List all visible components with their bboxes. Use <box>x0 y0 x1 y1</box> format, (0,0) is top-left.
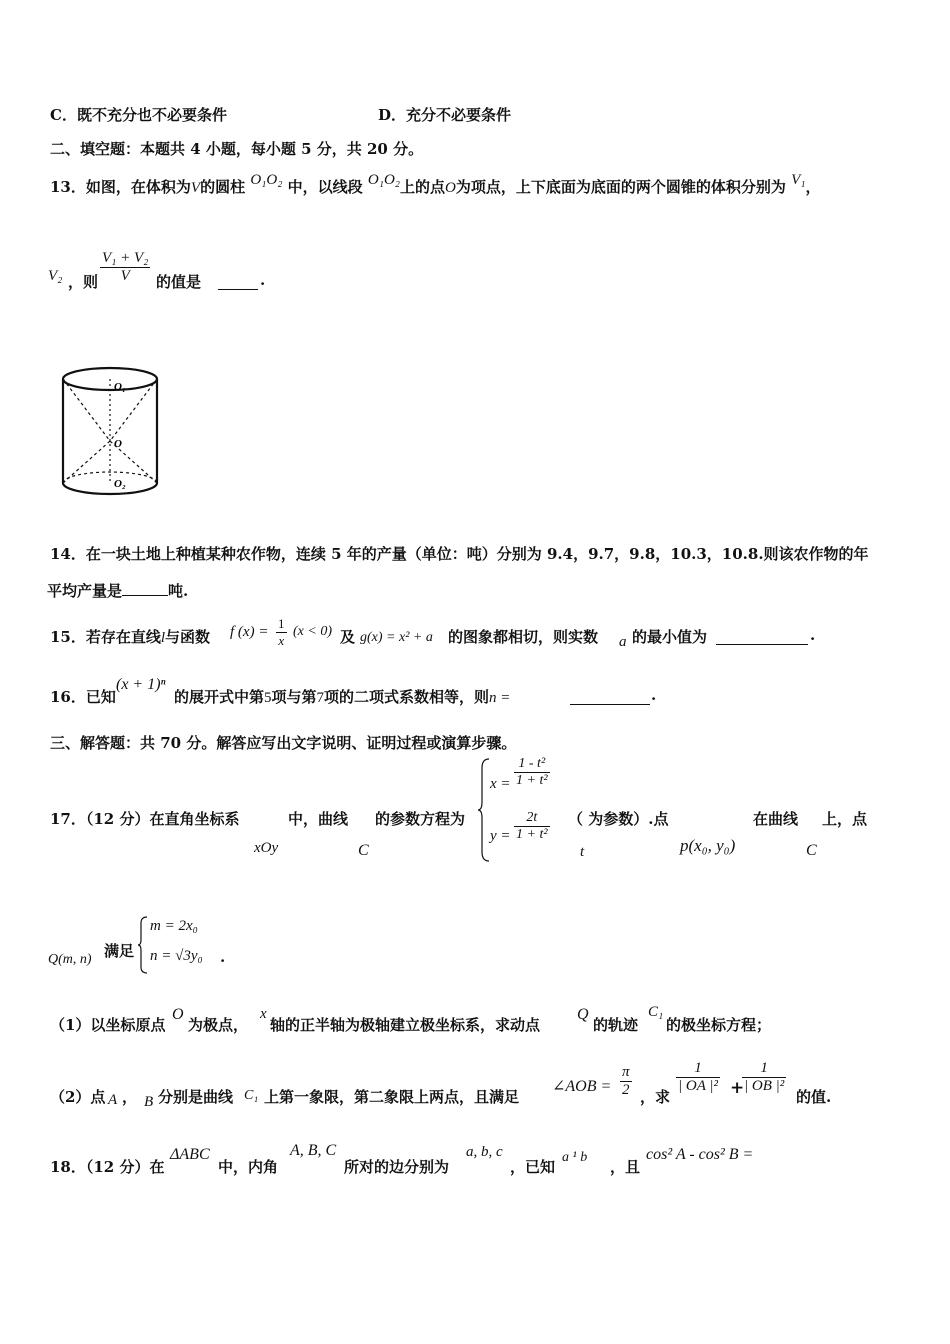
q17-xoy: xOy <box>254 840 279 856</box>
q17-p2-ob: | OB |² <box>744 1078 785 1094</box>
q17-p1-o: O <box>172 1006 184 1023</box>
q15-end: . <box>810 626 816 644</box>
q17-p2-one-1: 1 <box>676 1060 720 1078</box>
q18-angles: A, B, C <box>290 1142 337 1159</box>
q17-param-t: t <box>580 844 585 860</box>
q17-text-b: 中，曲线 <box>288 810 349 828</box>
q17-p2-frac-oa <box>676 1060 720 1095</box>
q17-curve-c: C <box>358 842 369 859</box>
q13-fraction-denominator: V <box>120 268 130 284</box>
q17-p2-a: A <box>108 1092 118 1108</box>
q13-fraction <box>100 250 150 285</box>
q16-line <box>50 676 750 710</box>
q16-end: . <box>651 686 657 704</box>
q17-text-e: 在曲线 <box>753 810 799 828</box>
q17-y-fraction <box>514 810 550 843</box>
fig-label-o: O <box>114 438 122 450</box>
q17-p2-text-e: 的值. <box>796 1088 832 1106</box>
q17-p2-two: 2 <box>622 1082 630 1098</box>
q18-line <box>50 1140 850 1180</box>
q17-n-eq: n = √3y₀ <box>150 948 203 964</box>
q18-sides: a, b, c <box>466 1144 503 1160</box>
q17-text-d: （ 为参数）.点 <box>568 810 669 828</box>
q15-f-lhs: f (x) = <box>230 624 269 640</box>
q18-text-e: ，且 <box>610 1158 641 1176</box>
q17-p1-x: x <box>260 1006 267 1022</box>
q17-p2-one-2: 1 <box>742 1060 786 1078</box>
q17-p2-text-b: 分别是曲线 <box>158 1088 234 1106</box>
q17-x-eq: x = <box>490 776 511 792</box>
q13-text-5: 为项点，上下底面为底面的两个圆锥的体积分别为 <box>455 178 786 196</box>
q18-triangle: ΔABC <box>170 1146 210 1163</box>
q13-segment-label: O₁O₂ <box>367 172 401 188</box>
q13-v2: V₂ <box>48 268 63 284</box>
q13-cylinder-label: O₁O₂ <box>250 172 283 188</box>
q17-x-denominator: 1 + t² <box>516 773 548 788</box>
q13-comma: ， <box>805 178 821 196</box>
option-c: C．既不充分也不必要条件 <box>50 106 227 124</box>
q13-fraction-numerator: V₁ + V₂ <box>102 250 149 266</box>
q13-point-o: O <box>445 180 456 196</box>
q13-text-3: 中，以线段 <box>287 178 363 196</box>
q17-p2-b: B <box>144 1094 154 1110</box>
q17-y-numerator: 2t <box>514 810 550 827</box>
q17-p1-text-d: 的轨迹 <box>593 1016 639 1034</box>
section-2-heading: 二、填空题：本题共 4 小题，每小题 5 分，共 20 分。 <box>50 140 424 158</box>
q16-text-b: 的展开式中第 <box>174 688 265 706</box>
q15-var-a: a <box>619 634 627 650</box>
q15-text-b: 与函数 <box>165 628 211 646</box>
q13-text-6: ，则 <box>68 273 99 291</box>
q18-text-c: 所对的边分别为 <box>344 1158 450 1176</box>
q17-p2-frac-ob <box>742 1060 786 1095</box>
q17-condition <box>48 912 308 974</box>
q17-part2 <box>50 1062 870 1112</box>
q16-n: n = <box>489 690 511 706</box>
q17-curve-c2: C <box>806 842 817 859</box>
q17-p2-angle: ∠AOB = <box>552 1078 612 1095</box>
q17-condition-brace <box>138 916 148 974</box>
fig-label-o2: O₂ <box>114 478 126 490</box>
cylinder-figure <box>56 365 166 510</box>
q15-text-d: 的图象都相切，则实数 <box>448 628 599 646</box>
q16-term-5: 5 <box>264 690 272 706</box>
q17-p1-c1: C₁ <box>648 1004 664 1020</box>
q13-line1 <box>50 172 821 197</box>
q15-g-expr: g(x) = x² + a <box>360 630 433 645</box>
q16-answer-blank <box>570 686 650 705</box>
q13-text-4: 上的点 <box>400 178 446 196</box>
q17-satisfy: 满足 <box>104 942 135 960</box>
q15-text-e: 的最小值为 <box>632 628 708 646</box>
q17-p2-text-a: （2）点 <box>50 1088 106 1106</box>
q15-f-numerator: 1 <box>278 616 285 631</box>
q17-x-numerator: 1 - t² <box>514 756 550 773</box>
q15-line <box>50 616 870 656</box>
q13-v1: V₁ <box>791 172 806 188</box>
q17-point-q: Q(m, n) <box>48 952 92 967</box>
q17-stem <box>50 756 910 866</box>
fig-label-o1: O₁ <box>114 381 126 393</box>
q16-term-7: 7 <box>316 690 325 706</box>
q17-p2-text-c: 上第一象限，第二象限上两点，且满足 <box>264 1088 520 1106</box>
q17-y-eq: y = <box>490 828 511 844</box>
q17-part1 <box>50 1004 850 1034</box>
q17-p2-text-d: ，求 <box>640 1088 671 1106</box>
q17-p2-plus: + <box>730 1078 745 1098</box>
q16-text-d: 项的二项式系数相等，则 <box>324 688 490 706</box>
q17-p2-pi: π <box>622 1064 630 1080</box>
q15-f-domain: (x < 0) <box>293 624 332 639</box>
q14-line2 <box>47 580 188 601</box>
q15-line-l: l <box>160 630 166 646</box>
q15-answer-blank <box>716 626 808 645</box>
q13-text-7: 的值是 <box>156 273 202 291</box>
q17-point-p: p(x₀, y₀) <box>680 836 736 855</box>
q17-p1-text-c: 轴的正半轴为极轴建立极坐标系，求动点 <box>270 1016 541 1034</box>
q13-volume-v: V <box>190 180 201 196</box>
q17-p1-text-b: 为极点， <box>188 1016 249 1034</box>
q13-number: 13． <box>50 178 86 196</box>
q17-p2-oa: | OA |² <box>678 1078 718 1094</box>
q17-text-a: 17．（12 分）在直角坐标系 <box>50 810 240 828</box>
q17-p2-c1: C₁ <box>244 1088 259 1103</box>
q18-text-b: 中，内角 <box>218 1158 279 1176</box>
q14-answer-blank <box>122 581 168 596</box>
q18-text-a: 18．（12 分）在 <box>50 1158 165 1176</box>
q17-x-fraction <box>514 756 550 789</box>
q18-cos-expr: cos² A - cos² B = <box>646 1146 754 1163</box>
q13-end: . <box>260 271 266 289</box>
q13-text-1: 如图，在体积为 <box>85 178 191 196</box>
q15-f-fraction <box>276 616 287 649</box>
q14-text-b: 吨. <box>168 582 189 600</box>
q17-p1-text-a: （1）以坐标原点 <box>50 1016 166 1034</box>
q17-text-c: 的参数方程为 <box>375 810 466 828</box>
q17-y-denominator: 1 + t² <box>516 827 548 842</box>
q17-p2-comma: ， <box>122 1088 138 1106</box>
q15-text-c: 及 <box>340 628 356 646</box>
q17-p2-pi-over-2 <box>620 1064 632 1099</box>
q17-brace <box>478 758 490 862</box>
q15-f-denominator: x <box>278 633 285 648</box>
q14-line1: 14．在一块土地上种植某种农作物，连续 5 年的产量（单位：吨）分别为 9.4，9.7，9.8，10.3，10.8.则该农作物的年 <box>50 545 869 563</box>
q17-period: . <box>220 948 226 966</box>
q13-text-2: 的圆柱 <box>200 178 246 196</box>
q15-text-a: 15．若存在直线 <box>50 628 161 646</box>
q17-p1-q: Q <box>577 1006 589 1023</box>
q17-p1-text-e: 的极坐标方程； <box>666 1016 772 1034</box>
q18-a-ne-b: a ¹ b <box>562 1150 588 1165</box>
q16-text-a: 16．已知 <box>50 688 116 706</box>
q16-binomial: (x + 1)ⁿ <box>116 676 166 693</box>
q14-text-a: 平均产量是 <box>47 582 123 600</box>
q17-text-f: 上，点 <box>822 810 868 828</box>
q17-m-eq: m = 2x₀ <box>150 918 198 934</box>
option-d: D．充分不必要条件 <box>378 106 512 124</box>
section-3-heading: 三、解答题：共 70 分。解答应写出文字说明、证明过程或演算步骤。 <box>50 734 517 752</box>
q13-answer-blank <box>218 271 258 290</box>
q18-text-d: ，已知 <box>510 1158 556 1176</box>
q16-text-c: 项与第 <box>271 688 317 706</box>
